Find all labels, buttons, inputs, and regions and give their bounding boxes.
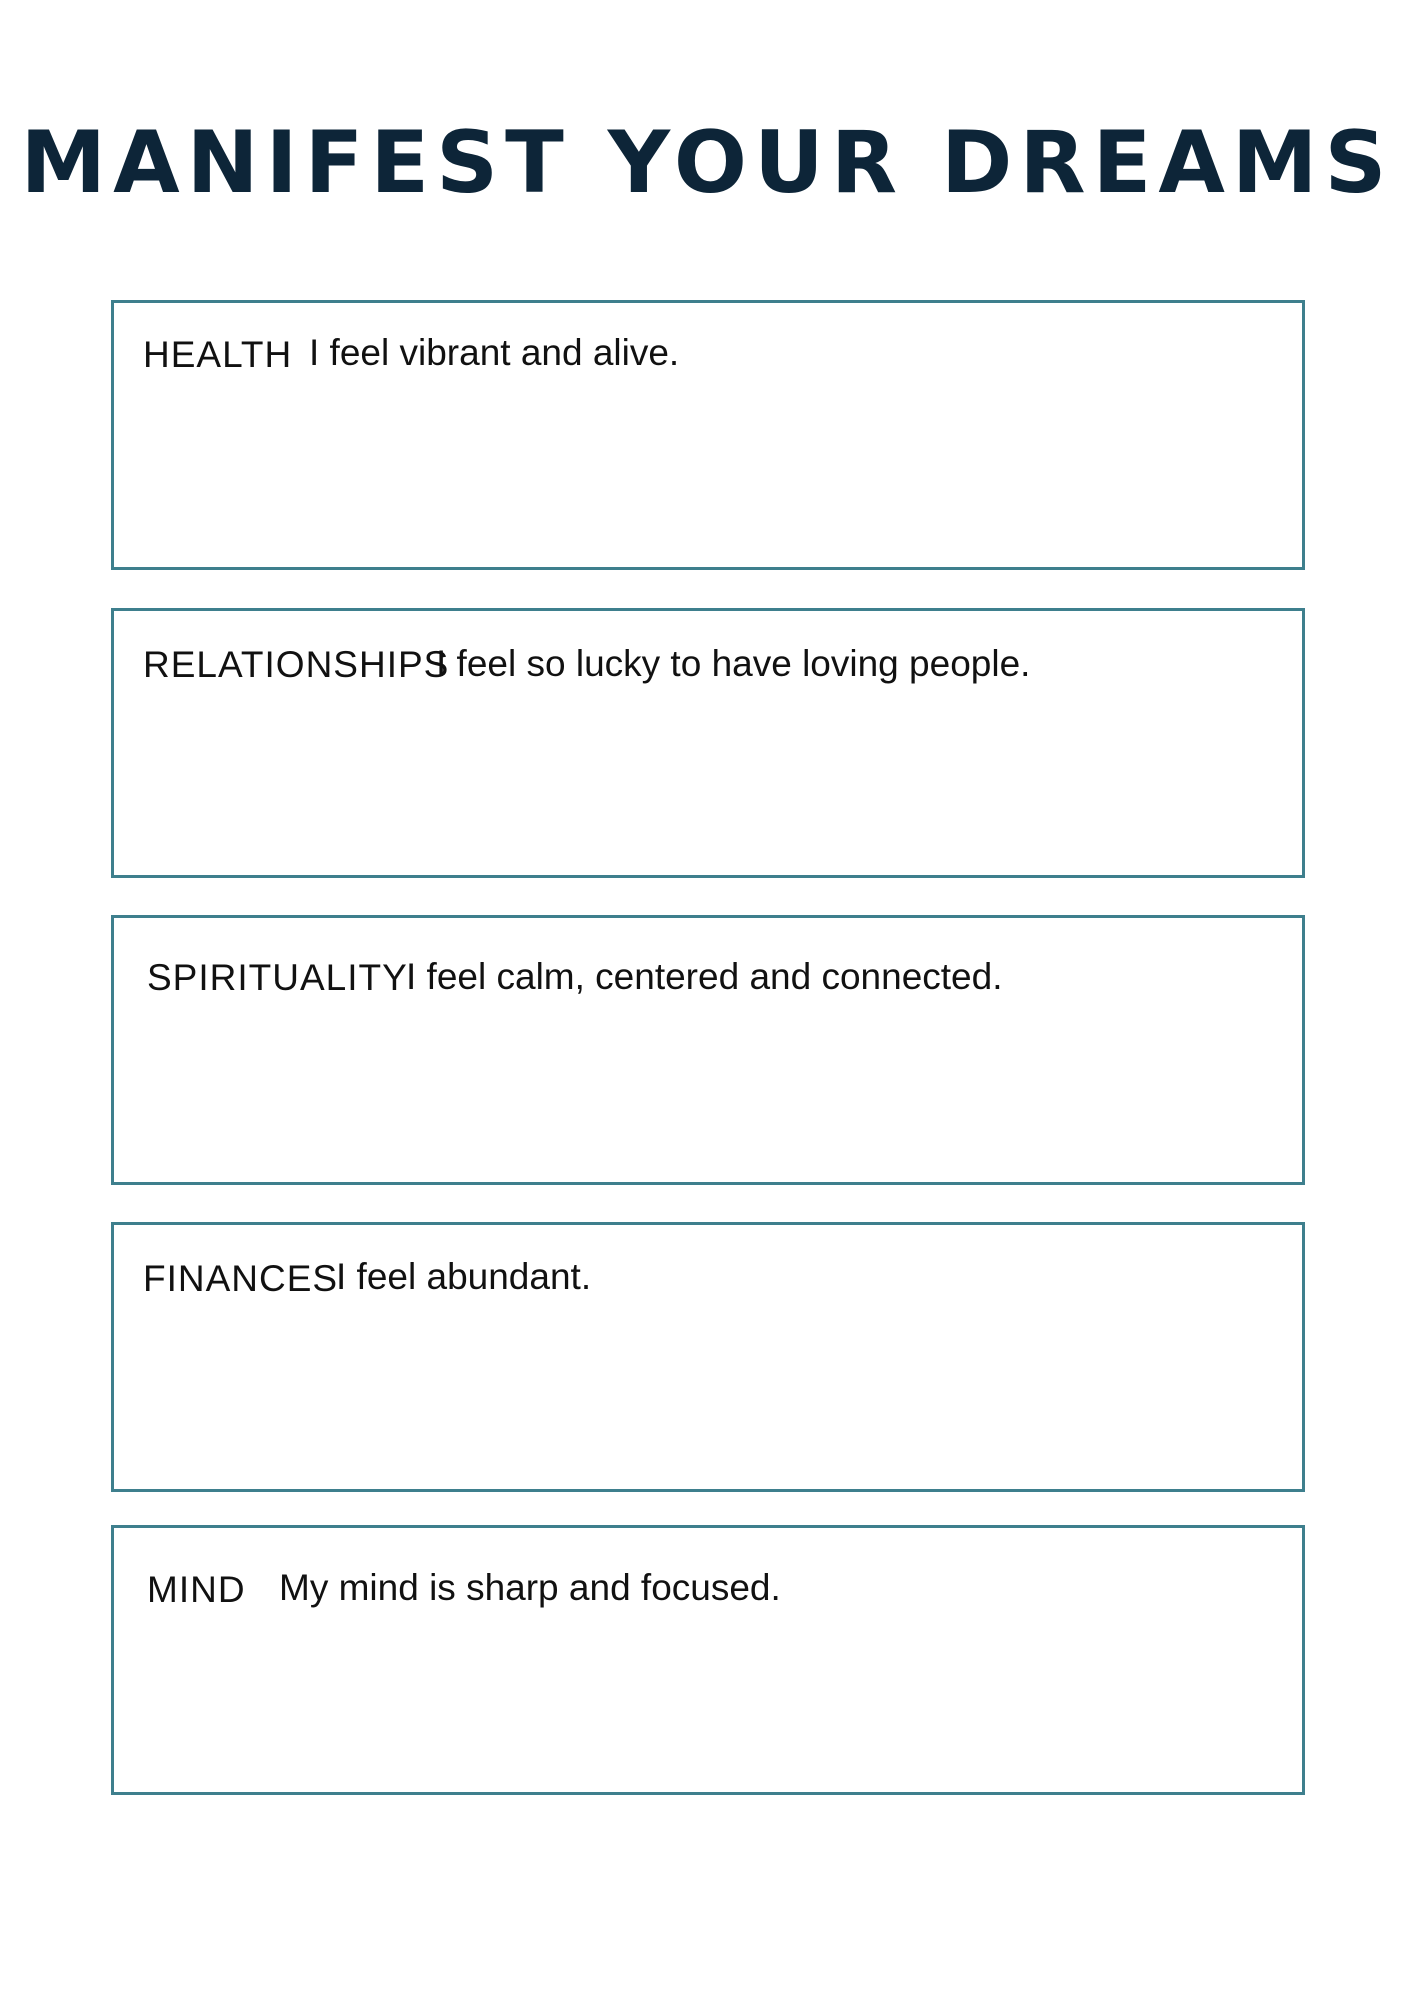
finances-label: FINANCES <box>143 1258 339 1299</box>
mind-box[interactable] <box>111 1525 1305 1795</box>
health-label: HEALTH <box>143 334 293 375</box>
spirituality-affirmation: I feel calm, centered and connected. <box>406 956 1003 997</box>
spirituality-label: SPIRITUALITY <box>147 957 408 998</box>
relationships-box[interactable] <box>111 608 1305 878</box>
spirituality-box[interactable] <box>111 915 1305 1185</box>
finances-affirmation: I feel abundant. <box>336 1256 592 1297</box>
finances-box[interactable] <box>111 1222 1305 1492</box>
mind-affirmation: My mind is sharp and focused. <box>279 1567 781 1608</box>
mind-label: MIND <box>147 1569 246 1610</box>
relationships-label: RELATIONSHIPS <box>143 644 450 685</box>
health-box[interactable] <box>111 300 1305 570</box>
health-affirmation: I feel vibrant and alive. <box>309 332 680 373</box>
relationships-affirmation: I feel so lucky to have loving people. <box>436 643 1031 684</box>
page-title: MANIFEST YOUR DREAMS <box>20 113 1394 213</box>
